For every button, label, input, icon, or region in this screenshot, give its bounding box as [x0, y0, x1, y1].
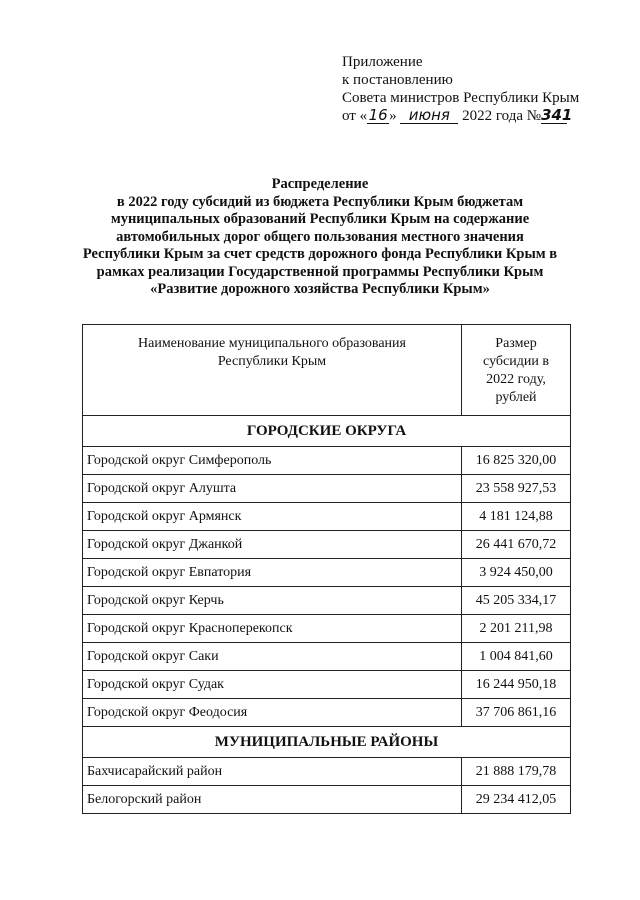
appendix-block: [342, 53, 579, 125]
date-mid: »: [389, 108, 397, 124]
header-amount-line: Размер: [495, 336, 537, 351]
table-header-row: [83, 325, 571, 416]
title-line: автомобильных дорог общего пользования местного значения: [116, 228, 524, 245]
title-line: «Развитие дорожного хозяйства Республики Крым»: [150, 281, 490, 297]
subsidy-amount: 1 004 841,60: [462, 643, 571, 671]
subsidy-amount: 4 181 124,88: [462, 503, 571, 531]
header-name-line: Республики Крым: [217, 354, 327, 369]
date-month-handwritten: июня: [400, 108, 458, 124]
municipality-name: Городской округ Армянск: [83, 503, 462, 531]
section-row-districts: [83, 727, 571, 758]
header-name-line: Наименование муниципального образования: [138, 336, 406, 351]
municipality-name: Белогорский район: [83, 786, 462, 814]
subsidy-table: [82, 324, 571, 814]
document-title: [60, 176, 580, 299]
subsidy-amount: 29 234 412,05: [462, 786, 571, 814]
table-row: [83, 503, 571, 531]
table-row: [83, 475, 571, 503]
title-line: Распределение: [271, 176, 369, 192]
municipality-name: Городской округ Феодосия: [83, 699, 462, 727]
municipality-name: Городской округ Евпатория: [83, 559, 462, 587]
section-row-urban: [83, 416, 571, 447]
subsidy-amount: 16 244 950,18: [462, 671, 571, 699]
subsidy-amount: 21 888 179,78: [462, 758, 571, 786]
appendix-date-line: [342, 107, 579, 125]
table-row: [83, 643, 571, 671]
date-prefix: от «: [342, 108, 368, 124]
subsidy-amount: 2 201 211,98: [462, 615, 571, 643]
appendix-line-2: к постановлению: [342, 72, 453, 88]
subsidy-amount: 45 205 334,17: [462, 587, 571, 615]
table-row: [83, 671, 571, 699]
table-row: [83, 786, 571, 814]
subsidy-amount: 26 441 670,72: [462, 531, 571, 559]
section-heading-districts: МУНИЦИПАЛЬНЫЕ РАЙОНЫ: [83, 727, 571, 758]
subsidy-amount: 3 924 450,00: [462, 559, 571, 587]
appendix-line-1: Приложение: [342, 54, 423, 70]
municipality-name: Городской округ Алушта: [83, 475, 462, 503]
municipality-name: Бахчисарайский район: [83, 758, 462, 786]
header-amount-line: 2022 году,: [486, 372, 546, 387]
municipality-name: Городской округ Красноперекопск: [83, 615, 462, 643]
municipality-name: Городской округ Джанкой: [83, 531, 462, 559]
title-line: муниципальных образований Республики Крым на содержание: [110, 211, 530, 227]
table-row: [83, 531, 571, 559]
section-heading-urban: ГОРОДСКИЕ ОКРУГА: [83, 416, 571, 447]
appendix-line-3: Совета министров Республики Крым: [342, 90, 580, 106]
table-row: [83, 699, 571, 727]
subsidy-amount: 37 706 861,16: [462, 699, 571, 727]
table-row: [83, 587, 571, 615]
date-day-handwritten: 16: [368, 106, 388, 124]
table-row: [83, 447, 571, 475]
header-amount-cell: [462, 325, 571, 416]
municipality-name: Городской округ Саки: [83, 643, 462, 671]
header-amount-line: рублей: [495, 390, 537, 405]
table-row: [83, 559, 571, 587]
municipality-name: Городской округ Симферополь: [83, 447, 462, 475]
date-year: 2022 года №: [462, 108, 542, 124]
municipality-name: Городской округ Судак: [83, 671, 462, 699]
title-line: рамках реализации Государственной программы Республики Крым: [96, 263, 544, 280]
subsidy-amount: 16 825 320,00: [462, 447, 571, 475]
title-line: в 2022 году субсидий из бюджета Республики Крым бюджетам: [116, 193, 524, 210]
table-row: [83, 615, 571, 643]
header-amount-line: субсидии в: [483, 354, 549, 369]
order-number-handwritten: 341: [541, 106, 573, 124]
municipality-name: Городской округ Керчь: [83, 587, 462, 615]
subsidy-amount: 23 558 927,53: [462, 475, 571, 503]
header-name-cell: [83, 325, 462, 416]
table-row: [83, 758, 571, 786]
title-line: Республики Крым за счет средств дорожного фонда Республики Крым в: [82, 246, 558, 262]
